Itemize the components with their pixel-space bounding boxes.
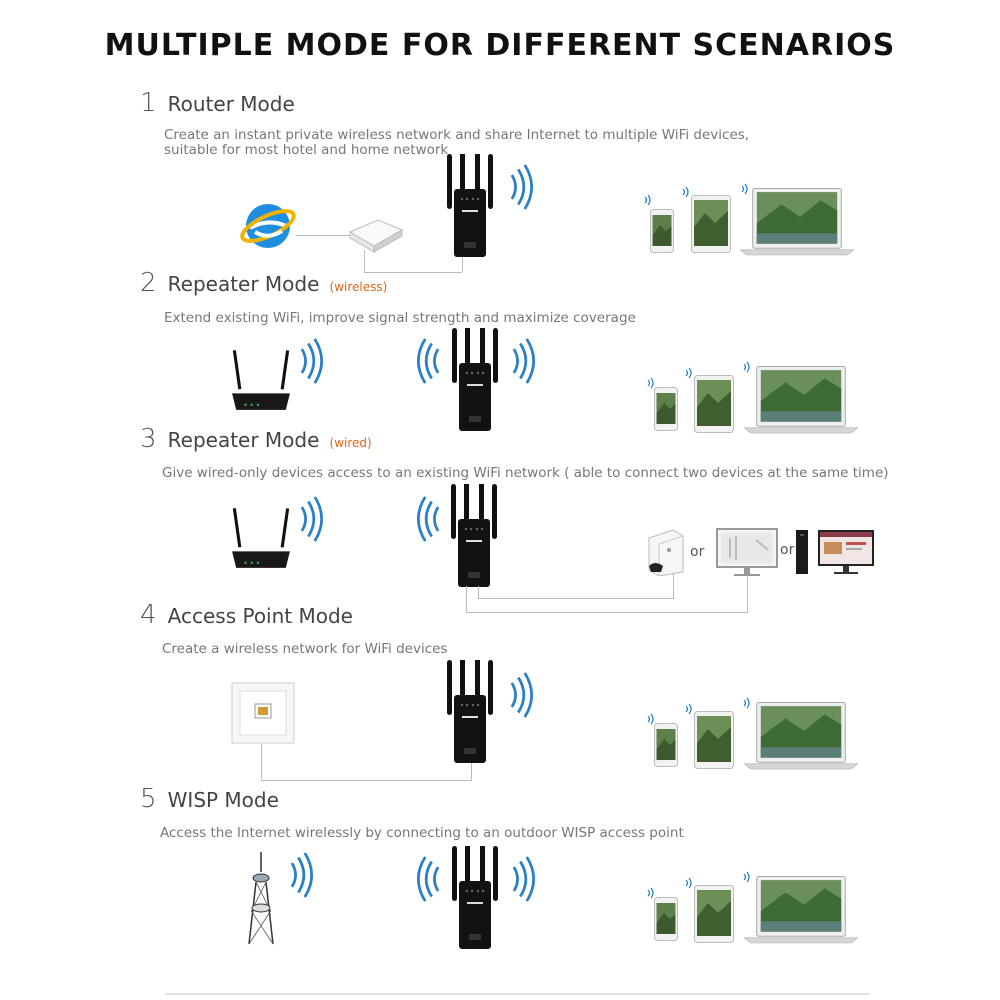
cable — [478, 598, 674, 599]
description-line: Access the Internet wirelessly by connecting to an outdoor WISP access point — [160, 825, 684, 841]
mode-name: Repeater Mode — [167, 428, 320, 452]
range-extender — [440, 660, 500, 765]
or-label: or — [690, 544, 705, 560]
mode-section-access-point — [0, 600, 1000, 790]
description-line: Give wired-only devices access to an existing WiFi network ( able to connect two devices at the same time) — [162, 465, 889, 481]
mode-section-repeater-wireless — [0, 268, 1000, 438]
wifi-signal-icon — [684, 876, 694, 890]
ethernet-wall-socket-icon — [231, 682, 295, 744]
mode-name: Access Point Mode — [167, 604, 353, 628]
range-extender — [444, 484, 504, 589]
wifi-signal-icon — [510, 856, 538, 902]
mode-name: Repeater Mode — [167, 272, 320, 296]
monitor-icon — [716, 528, 778, 578]
page-title: MULTIPLE MODE FOR DIFFERENT SCENARIOS — [104, 28, 896, 63]
mode-description — [162, 466, 889, 481]
mode-number: 3 — [140, 424, 157, 454]
mode-number: 4 — [140, 600, 157, 630]
description-line: Extend existing WiFi, improve signal strength and maximize coverage — [164, 310, 636, 326]
wifi-signal-icon — [510, 338, 538, 384]
mode-heading — [140, 268, 387, 298]
or-label: or — [780, 542, 795, 558]
range-extender — [445, 328, 505, 433]
wifi-signal-icon — [508, 164, 536, 210]
description-line: Create a wireless network for WiFi devices — [162, 641, 448, 657]
cable — [261, 744, 262, 780]
description-line: suitable for most hotel and home network — [164, 142, 449, 158]
cable — [478, 586, 479, 598]
mode-number: 2 — [140, 268, 157, 298]
wifi-signal-icon — [288, 852, 316, 898]
desktop-computer-icon — [796, 528, 876, 578]
cable — [296, 235, 354, 236]
wifi-router-icon — [232, 508, 290, 570]
tablet-icon — [691, 194, 731, 254]
wifi-signal-icon — [298, 338, 326, 384]
mode-heading — [140, 424, 372, 454]
mode-heading — [140, 88, 295, 118]
wifi-signal-icon — [643, 193, 653, 207]
description-line: Create an instant private wireless network and share Internet to multiple WiFi devices, — [164, 127, 750, 143]
mode-tag: (wired) — [329, 436, 372, 450]
laptop-icon — [744, 702, 858, 770]
game-console-icon — [645, 528, 685, 576]
laptop-icon — [740, 188, 854, 256]
tablet-icon — [694, 884, 734, 944]
wifi-signal-icon — [684, 702, 694, 716]
laptop-icon — [744, 876, 858, 944]
footer-divider — [165, 993, 870, 995]
range-extender — [445, 846, 505, 951]
wifi-signal-icon — [414, 496, 442, 542]
mode-name: Router Mode — [167, 92, 295, 116]
mode-number: 1 — [140, 88, 157, 118]
mode-section-router — [0, 88, 1000, 278]
mode-section-wisp — [0, 784, 1000, 984]
mode-heading — [140, 600, 353, 630]
modem-icon — [348, 216, 404, 254]
wifi-signal-icon — [684, 366, 694, 380]
range-extender — [440, 154, 500, 259]
wifi-signal-icon — [508, 672, 536, 718]
mode-tag: (wireless) — [329, 280, 388, 294]
mode-number: 5 — [140, 784, 157, 814]
wifi-signal-icon — [298, 496, 326, 542]
wifi-signal-icon — [414, 856, 442, 902]
mode-heading — [140, 784, 279, 814]
cable — [261, 780, 472, 781]
transmission-tower-icon — [244, 852, 278, 946]
mode-description — [164, 311, 636, 326]
smartphone-icon — [654, 722, 678, 768]
tablet-icon — [694, 710, 734, 770]
wifi-signal-icon — [414, 338, 442, 384]
mode-name: WISP Mode — [167, 788, 279, 812]
wifi-signal-icon — [681, 185, 691, 199]
mode-description — [160, 826, 684, 841]
mode-description — [162, 642, 447, 657]
mode-section-repeater-wired — [0, 424, 1000, 604]
wifi-router-icon — [232, 350, 290, 412]
smartphone-icon — [650, 208, 674, 254]
smartphone-icon — [654, 896, 678, 942]
internet-explorer-icon — [238, 198, 298, 254]
